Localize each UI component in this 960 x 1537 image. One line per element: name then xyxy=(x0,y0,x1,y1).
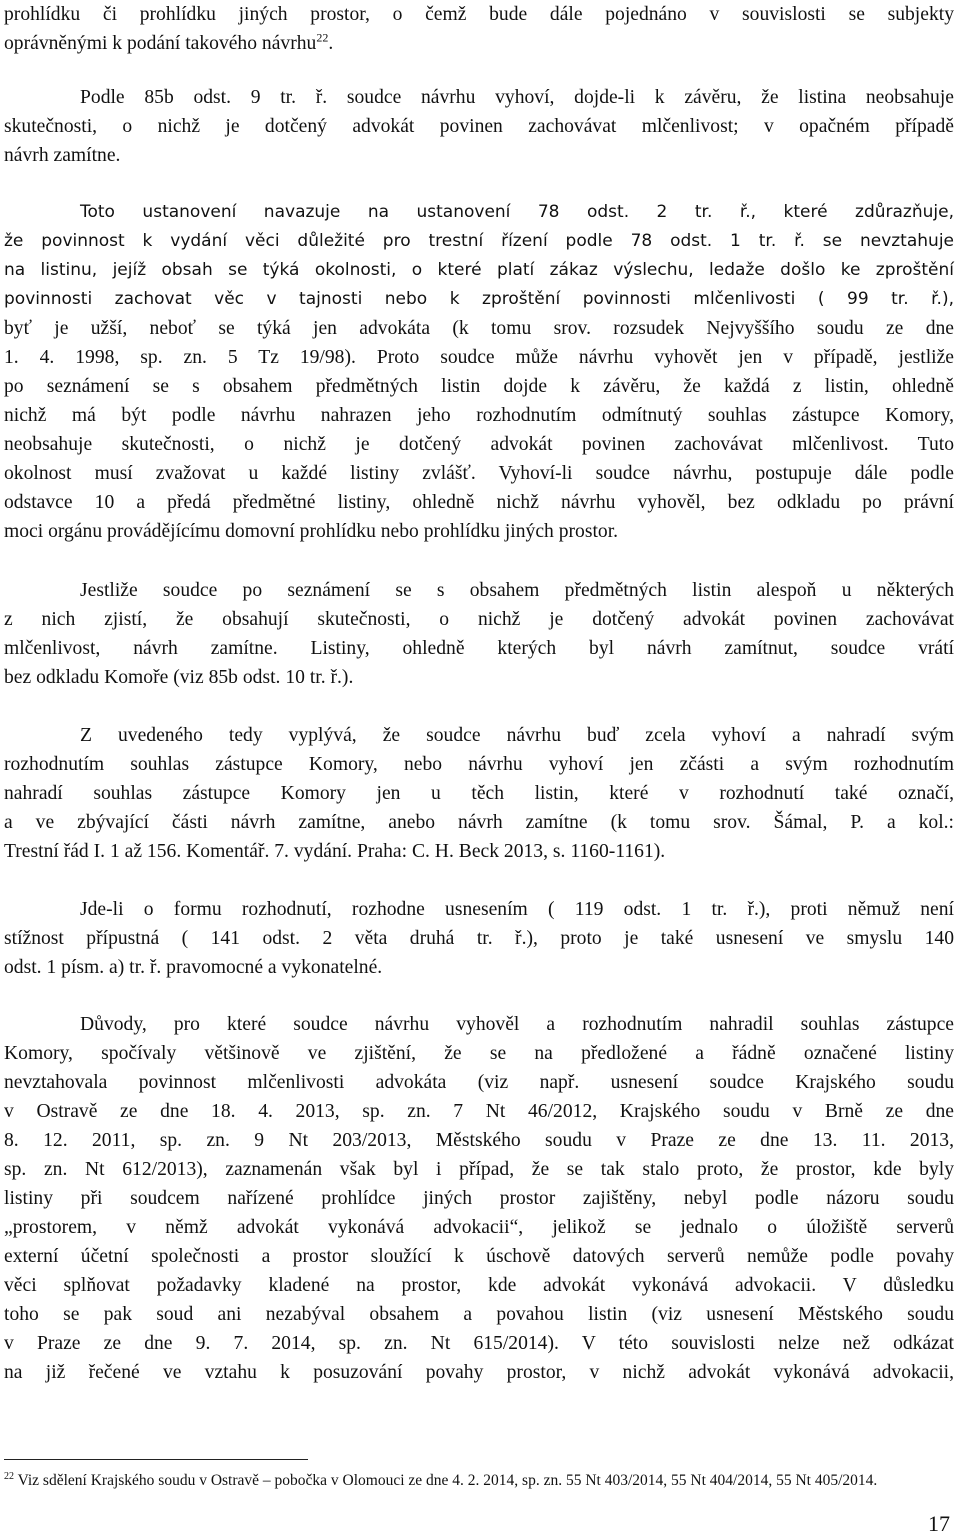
footnote-number: 22 xyxy=(4,1470,14,1482)
paragraph-2 xyxy=(4,198,954,256)
text-line-content: oprávněnými k podání takového návrhu xyxy=(4,33,317,54)
footnote-reference: 22 xyxy=(316,30,329,45)
text-line: toho se pak soud ani nezabýval obsahem a povahou listin (viz usnesení Městského soudu xyxy=(4,1304,954,1325)
text-line: Jde-li o formu rozhodnutí, rozhodne usnesením ( 119 odst. 1 tr. ř.), proti němuž není xyxy=(80,899,954,920)
text-line: odst. 1 písm. a) tr. ř. pravomocné a vykonatelné. xyxy=(4,957,383,978)
text-line: nichž má být podle návrhu nahrazen jeho rozhodnutím odmítnutý souhlas zástupce Komory, xyxy=(4,405,954,426)
text-line: Komory, spočívaly většinově ve zjištění, že se na předložené a řádně označené listiny xyxy=(4,1043,954,1064)
page-number: 17 xyxy=(928,1511,950,1536)
text-line: 1. 4. 1998, sp. zn. 5 Tz 19/98). Proto soudce může návrhu vyhovět jen v případě, jestliže xyxy=(4,347,954,368)
paragraph-6 xyxy=(4,1010,954,1387)
paragraph-2-cont xyxy=(4,256,954,546)
text-line: moci orgánu provádějícímu domovní prohlídku nebo prohlídku jiných prostor. xyxy=(4,521,619,542)
text-line: „prostorem, v němž advokát vykonává advokacii“, jelikož se jednalo o úložiště serverů xyxy=(4,1217,954,1238)
text-line: listiny při soudcem nařízené prohlídce jiných prostor zajištěny, nebyl podle názoru soudu xyxy=(4,1188,954,1209)
text-line: odstavce 10 a předá předmětné listiny, ohledně nichž návrhu vyhověl, bez odkladu po právní xyxy=(4,492,954,513)
paragraph-1 xyxy=(4,83,954,170)
text-line: byť je užší, neboť se týká jen advokáta (k tomu srov. rozsudek Nejvyššího soudu ze dne xyxy=(4,318,954,339)
text-line: v Praze ze dne 9. 7. 2014, sp. zn. Nt 615/2014). V této souvislosti nelze než odkázat xyxy=(4,1333,954,1354)
text-line: 8. 12. 2011, sp. zn. 9 Nt 203/2013, Městského soudu v Praze ze dne 13. 11. 2013, xyxy=(4,1130,954,1151)
text-line: Důvody, pro které soudce návrhu vyhověl a rozhodnutím nahradil souhlas zástupce xyxy=(80,1014,954,1035)
text-line: po seznámení se s obsahem předmětných listin dojde k závěru, že každá z listin, ohledně xyxy=(4,376,954,397)
text-line: nevztahovala povinnost mlčenlivosti advokáta (viz např. usnesení soudce Krajského soudu xyxy=(4,1072,954,1093)
text-line: nahradí souhlas zástupce Komory jen u těch listin, které v rozhodnutí také označí, xyxy=(4,783,954,804)
text-line xyxy=(4,29,954,58)
footnote-text: Viz sdělení Krajského soudu v Ostravě – pobočka v Olomouci ze dne 4. 2. 2014, sp. zn. 55 Nt 403/2014, 55 Nt 404/2014, 55 Nt 405/2014. xyxy=(17,1472,878,1489)
text-line: Podle 85b odst. 9 tr. ř. soudce návrhu vyhoví, dojde-li k závěru, že listina neobsahuje xyxy=(80,87,954,108)
footnote xyxy=(4,1470,954,1492)
text-line: bez odkladu Komoře (viz 85b odst. 10 tr. ř.). xyxy=(4,667,354,688)
text-line: skutečnosti, o nichž je dotčený advokát povinen zachovávat mlčenlivost; v opačném případě xyxy=(4,116,954,137)
text-line: z nich zjistí, že obsahují skutečnosti, o nichž je dotčený advokát povinen zachovávat xyxy=(4,609,954,630)
text-line: na listinu, jejíž obsah se týká okolnosti, o které platí zákaz výslechu, ledaže došlo ke zproštění xyxy=(4,260,954,280)
text-line: věci splňovat požadavky kladené na prostor, kde advokát vykonává advokacii. V důsledku xyxy=(4,1275,954,1296)
text-line: rozhodnutím souhlas zástupce Komory, nebo návrhu vyhoví jen zčásti a svým rozhodnutím xyxy=(4,754,954,775)
text-line: okolnost musí zvažovat u každé listiny zvlášť. Vyhoví-li soudce návrhu, postupuje dále podle xyxy=(4,463,954,484)
text-line: a ve zbývající části návrh zamítne, anebo návrh zamítne (k tomu srov. Šámal, P. a kol.: xyxy=(4,812,954,833)
paragraph-3 xyxy=(4,576,954,692)
text-line: neobsahuje skutečnosti, o nichž je dotčený advokát povinen zachovávat mlčenlivost. Tuto xyxy=(4,434,954,455)
text-line: povinnosti zachovat věc v tajnosti nebo k zproštění povinnosti mlčenlivosti ( 99 tr. ř.), xyxy=(4,289,954,309)
text-line: prohlídku či prohlídku jiných prostor, o čemž bude dále pojednáno v souvislosti se subjekty xyxy=(4,4,954,25)
text-line: Jestliže soudce po seznámení se s obsahem předmětných listin alespoň u některých xyxy=(80,580,954,601)
text-line: že povinnost k vydání věci důležité pro trestní řízení podle 78 odst. 1 tr. ř. se nevztahuje xyxy=(4,231,954,251)
text-line: Trestní řád I. 1 až 156. Komentář. 7. vydání. Praha: C. H. Beck 2013, s. 1160-1161). xyxy=(4,841,666,862)
text-line: návrh zamítne. xyxy=(4,145,121,166)
text-line: Toto ustanovení navazuje na ustanovení 78 odst. 2 tr. ř., které zdůrazňuje, xyxy=(80,202,954,222)
text-line: externí účetní společnosti a prostor sloužící k úschově datových serverů nemůže podle povahy xyxy=(4,1246,954,1267)
text-line: v Ostravě ze dne 18. 4. 2013, sp. zn. 7 Nt 46/2012, Krajského soudu v Brně ze dne xyxy=(4,1101,954,1122)
footnote-separator xyxy=(4,1459,308,1460)
text-line: stížnost přípustná ( 141 odst. 2 věta druhá tr. ř.), proto je také usnesení ve smyslu 140 xyxy=(4,928,954,949)
paragraph-intro xyxy=(4,0,954,58)
paragraph-4 xyxy=(4,721,954,866)
text-line: mlčenlivost, návrh zamítne. Listiny, ohledně kterých byl návrh zamítnut, soudce vrátí xyxy=(4,638,954,659)
paragraph-5 xyxy=(4,895,954,982)
text-line-end: . xyxy=(328,33,334,54)
text-line: Z uvedeného tedy vyplývá, že soudce návrhu buď zcela vyhoví a nahradí svým xyxy=(80,725,954,746)
text-line: sp. zn. Nt 612/2013), zaznamenán však byl i případ, že se tak stalo proto, že prostor, kde byly xyxy=(4,1159,954,1180)
text-line: na již řečené ve vztahu k posuzování povahy prostor, v nichž advokát vykonává advokacii, xyxy=(4,1362,954,1383)
